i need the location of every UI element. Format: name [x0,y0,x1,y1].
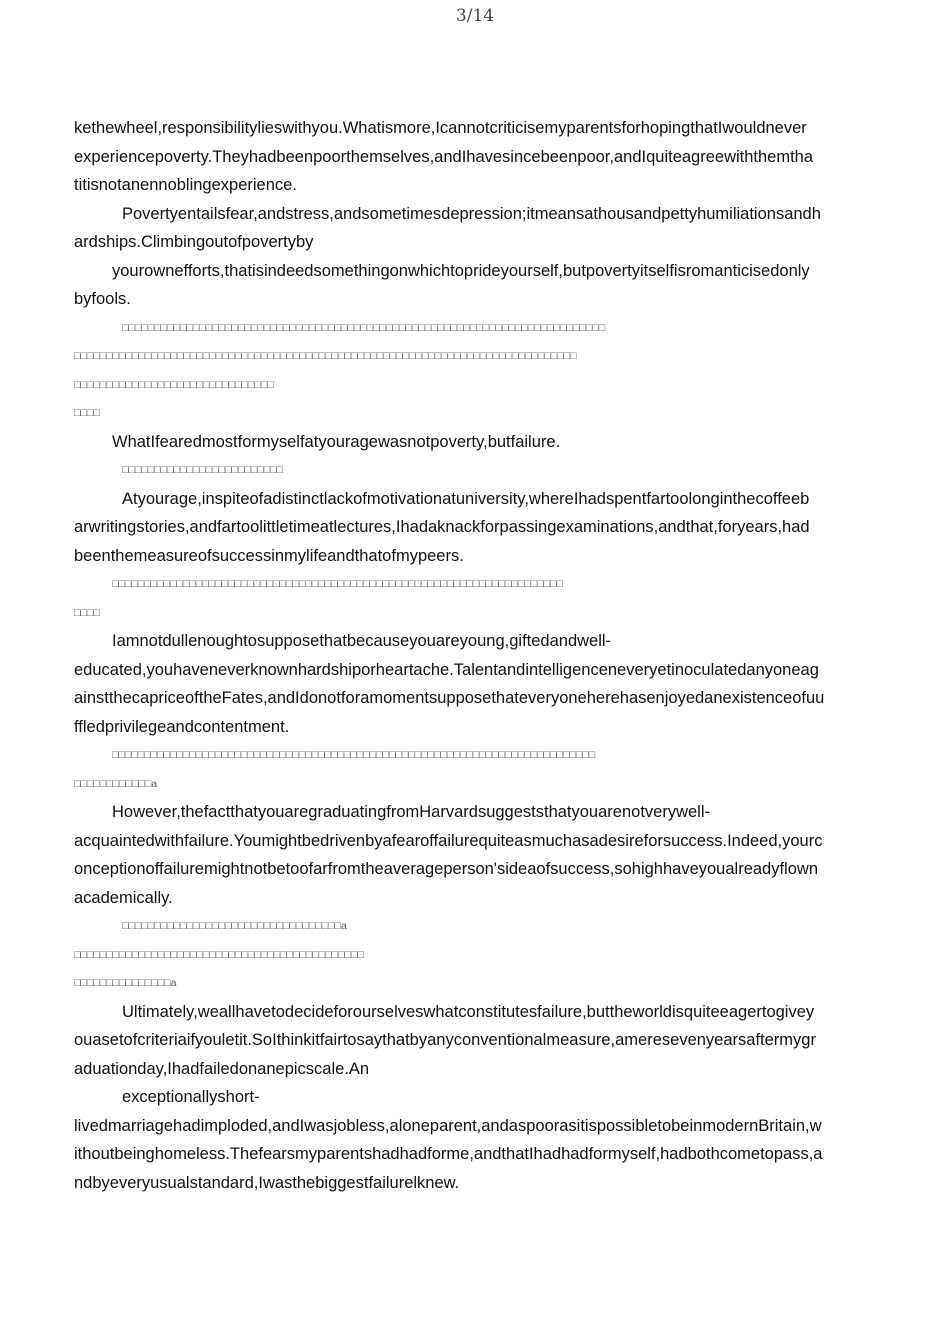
text-line: academically. [74,888,173,907]
text-line: educated,youhaveneverknownhardshiporheartache.Talentandintelligenceneveryetinoculatedanyoneag [74,660,819,679]
text-line: kethewheel,responsibilitylieswithyou.Whatismore,IcannotcriticisemyparentsforhopingthatIwouldnever [74,119,807,137]
text-line: exceptionallyshort- [122,1088,260,1106]
text-line: ardships.Climbingoutofpovertyby [74,233,314,251]
text-line: ffledprivilegeandcontentment. [74,717,290,736]
text-line: □□□□ [74,606,100,619]
text-line: onceptionoffailuremightnotbetoofarfromtheaverageperson'sideaofsuccess,sohighhaveyoualreadyflown [74,860,818,878]
text-line: □□□□□□□□□□□□□□□□□□□□□□□□□□□□□□□□□□□□□□□□□□□□□□□□□□□□□□□□□□□□□□□□□□□□□□ [112,578,563,590]
text-line: □□□□□□□□□□□□□□□□□□□□□□□□□□□□□□□□□□□□□□□□□□□□□□□□□□□□□□□□□□□□□□□□□□□□□□□□□□□ [122,321,606,334]
text-line: □□□□□□□□□□□□a [74,777,158,790]
text-line: □□□□□□□□□□□□□□□□□□□□□□□□□□□□□□□□□□a [122,920,347,932]
text-line: WhatIfearedmostformyselfatyouragewasnotpoverty,butfailure. [112,432,561,451]
text-line: livedmarriagehadimploded,andIwasjobless,aloneparent,andaspoorasitispossibletobeinmodernBritain,w [74,1116,822,1135]
text-line: □□□□□□□□□□□□□□□□□□□□□□□□□ [122,464,284,476]
text-line: However,thefactthatyouaregraduatingfromHarvardsuggeststhatyouarenotverywell- [112,803,710,821]
text-line: Ultimately,weallhavetodecideforourselveswhatconstitutesfailure,buttheworldisquiteeagertogivey [122,1002,815,1021]
page-number: 3/14 [455,6,495,26]
text-line: ouasetofcriteriaifyouletit.SoIthinkitfairtosaythatbyanyconventionalmeasure,ameresevenyearsaftermygr [74,1031,816,1049]
text-line: arwritingstories,andfartoolittletimeatlectures,Ihadaknackforpassingexaminations,andthat,foryears,had [74,518,810,536]
text-line: □□□□□□□□□□□□□□□□□□□□□□□□□□□□□□□ [74,378,274,391]
text-line: yourownefforts,thatisindeedsomethingonwhichtoprideyourself,butpovertyitselfisromanticisedonly [112,261,810,280]
text-line: Povertyentailsfear,andstress,andsometimesdepression;itmeansathousandpettyhumiliationsandh [122,204,821,223]
text-line: □□□□□□□□□□□□□□□□□□□□□□□□□□□□□□□□□□□□□□□□□□□□□ [74,948,364,961]
text-line: aduationday,Ihadfailedonanepicscale.An [74,1059,370,1078]
text-line: Iamnotdullenoughtosupposethatbecauseyouareyoung,giftedandwell- [112,632,612,650]
text-line: byfools. [74,290,131,308]
text-line: □□□□ [74,407,100,419]
text-line: acquaintedwithfailure.Youmightbedrivenbyafearoffailurequiteasmuchasadesireforsuccess.Indeed,yourc [74,831,823,850]
text-line: Atyourage,inspiteofadistinctlackofmotivationatuniversity,whereIhadspentfartoolonginthecoffeeb [122,489,810,508]
text-line: □□□□□□□□□□□□□□□□□□□□□□□□□□□□□□□□□□□□□□□□□□□□□□□□□□□□□□□□□□□□□□□□□□□□□□□□□□□□□□ [74,350,577,362]
text-line: □□□□□□□□□□□□□□□□□□□□□□□□□□□□□□□□□□□□□□□□□□□□□□□□□□□□□□□□□□□□□□□□□□□□□□□□□□□ [112,749,596,761]
text-line: titisnotanennoblingexperience. [74,176,297,194]
text-line: ndbyeveryusualstandard,Iwasthebiggestfailurelknew. [74,1173,460,1192]
text-line: beenthemeasureofsuccessinmylifeandthatofmypeers. [74,546,464,565]
text-line: experiencepoverty.Theyhadbeenpoorthemselves,andIhavesincebeenpoor,andIquiteagreewiththemtha [74,147,814,166]
text-line: ithoutbeinghomeless.Thefearsmyparentshadhadforme,andthatIhadhadformyself,hadbothcometopass,a [74,1145,823,1163]
document-body [74,114,882,1197]
text-line: □□□□□□□□□□□□□□□a [74,977,177,989]
text-line: ainstthecapriceoftheFates,andIdonotforamomentsupposethateveryoneherehasenjoyedanexistenceofuu [74,689,825,707]
